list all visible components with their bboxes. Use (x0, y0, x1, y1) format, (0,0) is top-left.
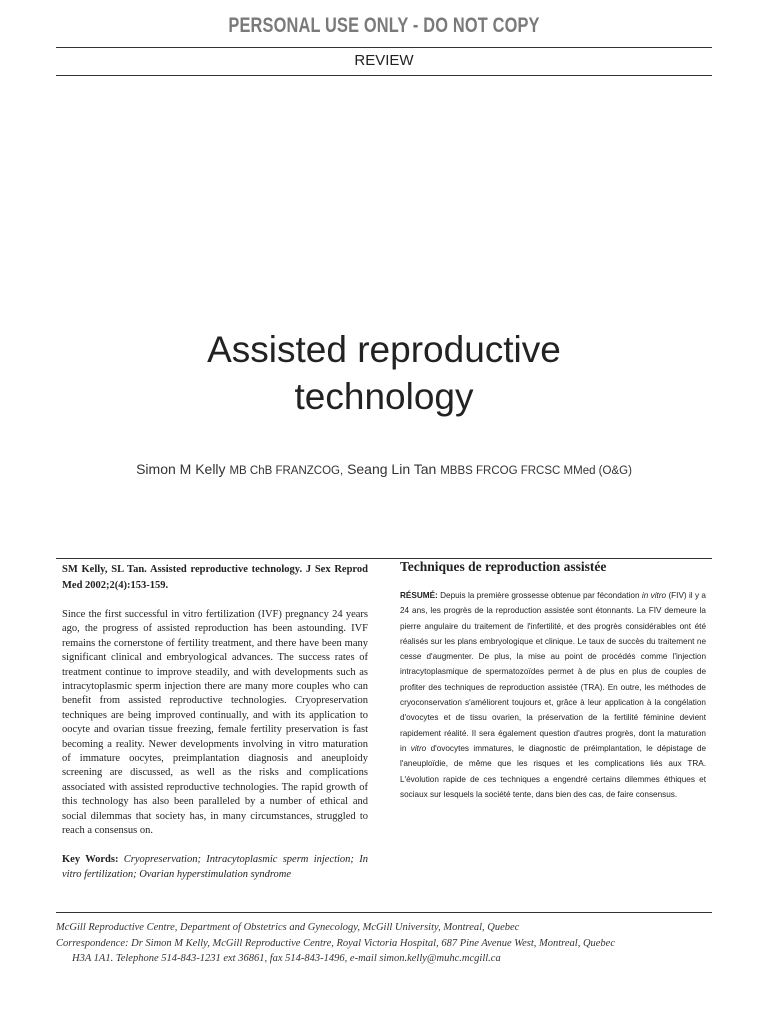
french-title: Techniques de reproduction assistée (400, 559, 607, 574)
author-1-name: Simon M Kelly (136, 461, 226, 477)
french-resume (400, 588, 706, 802)
article-title (56, 326, 712, 420)
resume-text-3: d'ovocytes immatures, le diagnostic de préimplantation, le dépistage de l'aneuploïdie, de même que les risques et les complications liés aux TRA. L'évolution rapide de ces techniques a engendré certains dilemmes éthiques et sociaux sur lesquels la société tente, dans bien des cas, de faire consensus. (400, 743, 706, 799)
keywords-label: Key Words: (62, 853, 119, 865)
title-line-2: technology (294, 376, 474, 417)
footer-contact: H3A 1A1. Telephone 514-843-1231 ext 36861, fax 514-843-1496, e-mail simon.kelly@muhc.mcgill.ca (72, 953, 501, 964)
resume-text-2: (FIV) il y a 24 ans, les progrès de la reproduction assistée sont étonnants. La FIV demeure la pierre angulaire du traitement de l'infertilité, et des progrès considérables ont été réalisés sur les plans embryologique et clinique. Le taux de succès du traitement ne cesse d'augmenter. De plus, la mise au point de procédés comme l'injection intracytoplasmique de spermatozoïdes permet à de plus en plus de couples de profiter des techniques de reproduction assistée (TRA). En outre, les méthodes de cryoconservation s'améliorent toujours et, grâce à leur application à la congélation d'ovocytes et de tissu ovarien, la préservation de la fertilité féminine devient rapidement réalité. Il sera également question d'autres progrès, dont la maturation in (400, 591, 706, 753)
english-abstract-column (62, 562, 368, 882)
resume-italic-1: in vitro (641, 591, 667, 600)
author-list (56, 461, 712, 477)
header-bottom-rule (56, 75, 712, 76)
keywords (62, 852, 368, 882)
author-2-name: Seang Lin Tan (347, 461, 437, 477)
title-line-1: Assisted reproductive (207, 329, 561, 370)
abstract-text: Since the first successful in vitro fertilization (IVF) pregnancy 24 years ago, the progress of assisted reproduction has been astounding. IVF remains the cornerstone of fertility treatment, and there have been many significant clinical and embryological advances. The success rates of treatment continue to improve steadily, and with developments such as intracytoplasmic sperm injection there are many more couples who can benefit from assisted reproductive technologies. Cryopreservation techniques are being improved continually, and with its application to oocyte and ovarian tissue freezing, female fertility preservation is fast becoming a reality. Newer developments involving in vitro maturation of immature oocytes, preimplantation diagnosis and aneuploidy screening are discussed, as well as the risks and complications associated with assisted reproductive technologies. The rapid growth of this technology has also been paralleled by a number of ethical and social dilemmas that society has, in many circumstances, struggled to reach a consensus on. (62, 609, 368, 837)
author-1-degrees: MB ChB FRANZCOG, (229, 465, 344, 477)
header-top-rule (56, 47, 712, 48)
french-abstract-column (400, 558, 706, 802)
footer-affiliation: McGill Reproductive Centre, Department of Obstetrics and Gynecology, McGill University, Montreal, Quebec (56, 922, 520, 933)
footer-correspondence: Correspondence: Dr Simon M Kelly, McGill Reproductive Centre, Royal Victoria Hospital, 687 Pine Avenue West, Montreal, Quebec (56, 937, 616, 949)
section-label: REVIEW (354, 52, 414, 69)
author-2-degrees: MBBS FRCOG FRCSC MMed (O&G) (440, 465, 632, 477)
citation: SM Kelly, SL Tan. Assisted reproductive technology. J Sex Reprod Med 2002;2(4):153-159. (62, 564, 368, 591)
resume-text-1: Depuis la première grossesse obtenue par fécondation (440, 591, 640, 600)
resume-italic-2: vitro (410, 743, 427, 753)
footer-rule (56, 912, 712, 913)
keywords-value: Cryopreservation; Intracytoplasmic sperm injection; In vitro fertilization; Ovarian hyperstimulation syndrome (62, 853, 368, 880)
resume-label: RÉSUMÉ: (400, 591, 438, 600)
watermark-text: PERSONAL USE ONLY - DO NOT COPY (228, 14, 540, 37)
footer-notes (56, 920, 716, 967)
